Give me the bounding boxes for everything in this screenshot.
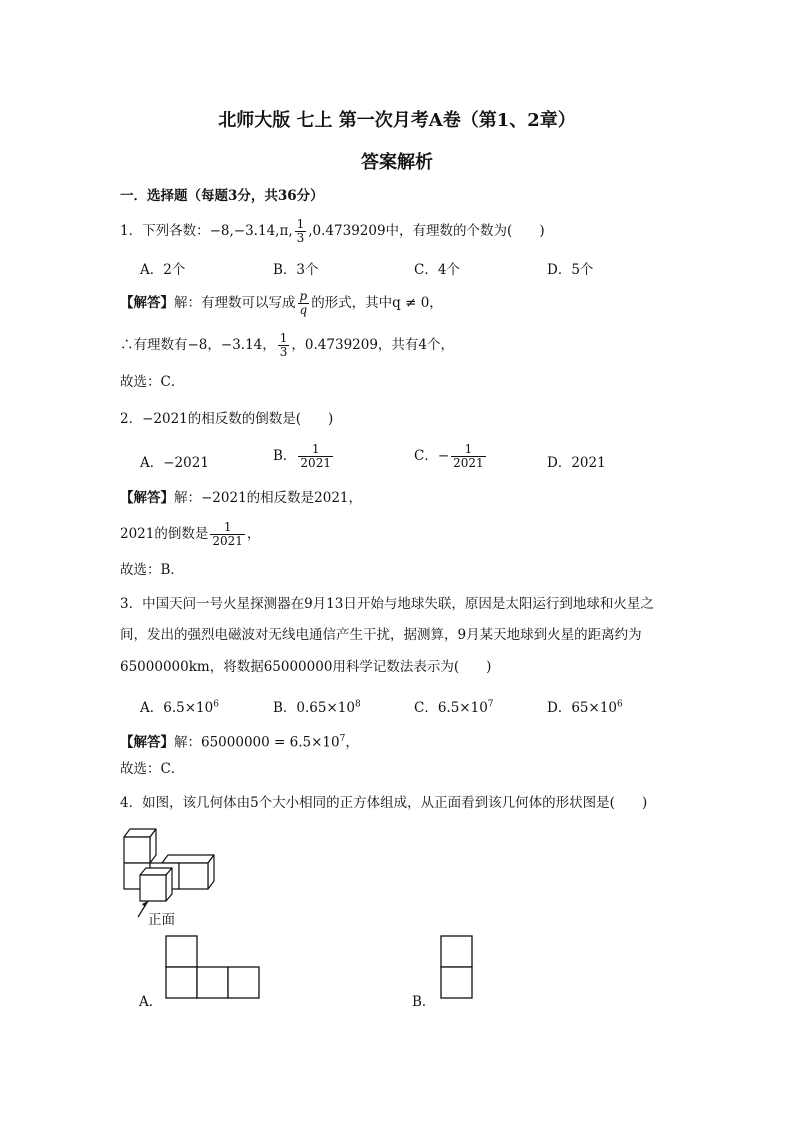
q2-optC-den: 2021: [453, 456, 484, 470]
q1-frac-num: 1: [296, 217, 305, 231]
q3-optA-base: A．6.5×10: [140, 700, 214, 716]
q2-sol1-text: 解：−2021的相反数是2021，: [174, 490, 363, 506]
q1-sol2-frac-num: 1: [279, 331, 288, 345]
q2-optB-den: 2021: [300, 456, 331, 470]
q3-option-c: [414, 696, 494, 716]
answer-tag: 【解答】: [120, 490, 174, 506]
q2-optC-num: 1: [451, 443, 486, 457]
q1-option-d: D．5个: [547, 262, 594, 278]
q1-sol2-pre: ∴有理数有−8，−3.14，: [120, 337, 276, 353]
q3-sol-post: ，: [345, 734, 359, 751]
q2-sol2-num: 1: [210, 521, 245, 535]
q2-solution-1: [120, 487, 362, 509]
q1-stem-pre: 1．下列各数：: [120, 223, 210, 239]
answer-tag: 【解答】: [120, 295, 174, 311]
q1-solution-1: [120, 290, 443, 317]
q2-stem: 2．−2021的相反数的倒数是( ): [120, 411, 334, 427]
q2-sol2-fraction: [210, 521, 245, 548]
q4-option-b-figure: [440, 935, 474, 1001]
q2-option-c: [414, 443, 488, 470]
q1-sol1-pre: 解：有理数可以写成: [174, 295, 296, 311]
q3-optC-base: C．6.5×10: [414, 700, 488, 716]
q3-optB-exp: 8: [354, 699, 361, 710]
q3-sol-exp: 7: [339, 734, 346, 744]
q2-option-b: [273, 443, 335, 470]
q1-option-a: A．2个: [140, 262, 186, 278]
q3-option-d: [547, 696, 623, 716]
q4-stem: 4．如图，该几何体由5个大小相同的正方体组成，从正面看到该几何体的形状图是( ): [120, 795, 648, 811]
q3-stem-line1: 3．中国天问一号火星探测器在9月13日开始与地球失联，原因是太阳运行到地球和火星之: [120, 596, 654, 612]
q4-front-label: 正面: [148, 912, 175, 928]
q2-optC-fraction: [451, 443, 486, 470]
q2-optB-label: B．: [273, 448, 297, 464]
q3-option-a: [140, 696, 219, 716]
q2-solution-2: [120, 521, 260, 548]
q4-option-a-figure: [165, 935, 261, 1001]
q4-option-b-label: B．: [412, 994, 436, 1010]
q2-choice: 故选：B．: [120, 562, 184, 578]
q3-optB-base: B．0.65×10: [273, 700, 355, 716]
q1-stem-nums: −8,−3.14,π,: [209, 223, 293, 239]
q3-option-b: [273, 696, 361, 716]
q1-sol2-post: ，0.4739209，共有4个，: [291, 337, 455, 353]
q3-optA-exp: 6: [213, 699, 219, 710]
q1-choice: 故选：C．: [120, 374, 185, 390]
q1-solution-2: [120, 332, 454, 359]
q1-frac-den: 3: [296, 231, 305, 245]
q2-optB-fraction: [298, 443, 333, 470]
q3-sol-base: 解：65000000 = 6.5×10: [174, 734, 340, 751]
q1-sol1-frac-den: q: [299, 303, 308, 317]
q1-fraction: [295, 218, 307, 245]
q3-stem-line3: 65000000km，将数据65000000用科学记数法表示为( ): [120, 659, 492, 675]
q1-option-c: C．4个: [414, 262, 460, 278]
q1-sol1-fraction: [298, 290, 310, 317]
q3-stem-line2: 间，发出的强烈电磁波对无线电通信产生干扰，据测算，9月某天地球到火星的距离约为: [120, 627, 642, 643]
q2-sol2-den: 2021: [212, 534, 243, 548]
q1-stem-post: ,0.4739209中，有理数的个数为( ): [308, 223, 545, 239]
q2-option-d: D．2021: [547, 455, 606, 471]
page-subtitle: 答案解析: [361, 152, 433, 173]
section-heading: 一．选择题（每题3分，共36分）: [120, 188, 324, 204]
q4-option-a-label: A．: [139, 994, 163, 1010]
q3-optD-exp: 6: [617, 699, 623, 710]
answer-tag: 【解答】: [120, 734, 174, 751]
q2-sol2-post: ，: [246, 526, 261, 542]
q3-choice: 故选：C．: [120, 761, 185, 777]
q2-sol2-pre: 2021的倒数是: [120, 526, 209, 542]
page-title: 北师大版 七上 第一次月考A卷（第1、2章）: [218, 110, 576, 131]
q1-stem: [120, 218, 545, 245]
q2-optB-num: 1: [298, 443, 333, 457]
q3-optC-exp: 7: [487, 699, 494, 710]
q1-sol1-frac-num: p: [299, 289, 308, 303]
q2-option-a: A．−2021: [140, 455, 209, 471]
q2-optC-label: C．−: [414, 448, 450, 464]
q1-sol2-fraction: [278, 332, 290, 359]
q3-optD-base: D．65×10: [547, 700, 617, 716]
q1-sol1-post: 的形式，其中q ≠ 0，: [311, 295, 443, 311]
q3-solution: [120, 728, 359, 754]
q1-sol2-frac-den: 3: [279, 345, 288, 359]
q1-option-b: B．3个: [273, 262, 319, 278]
